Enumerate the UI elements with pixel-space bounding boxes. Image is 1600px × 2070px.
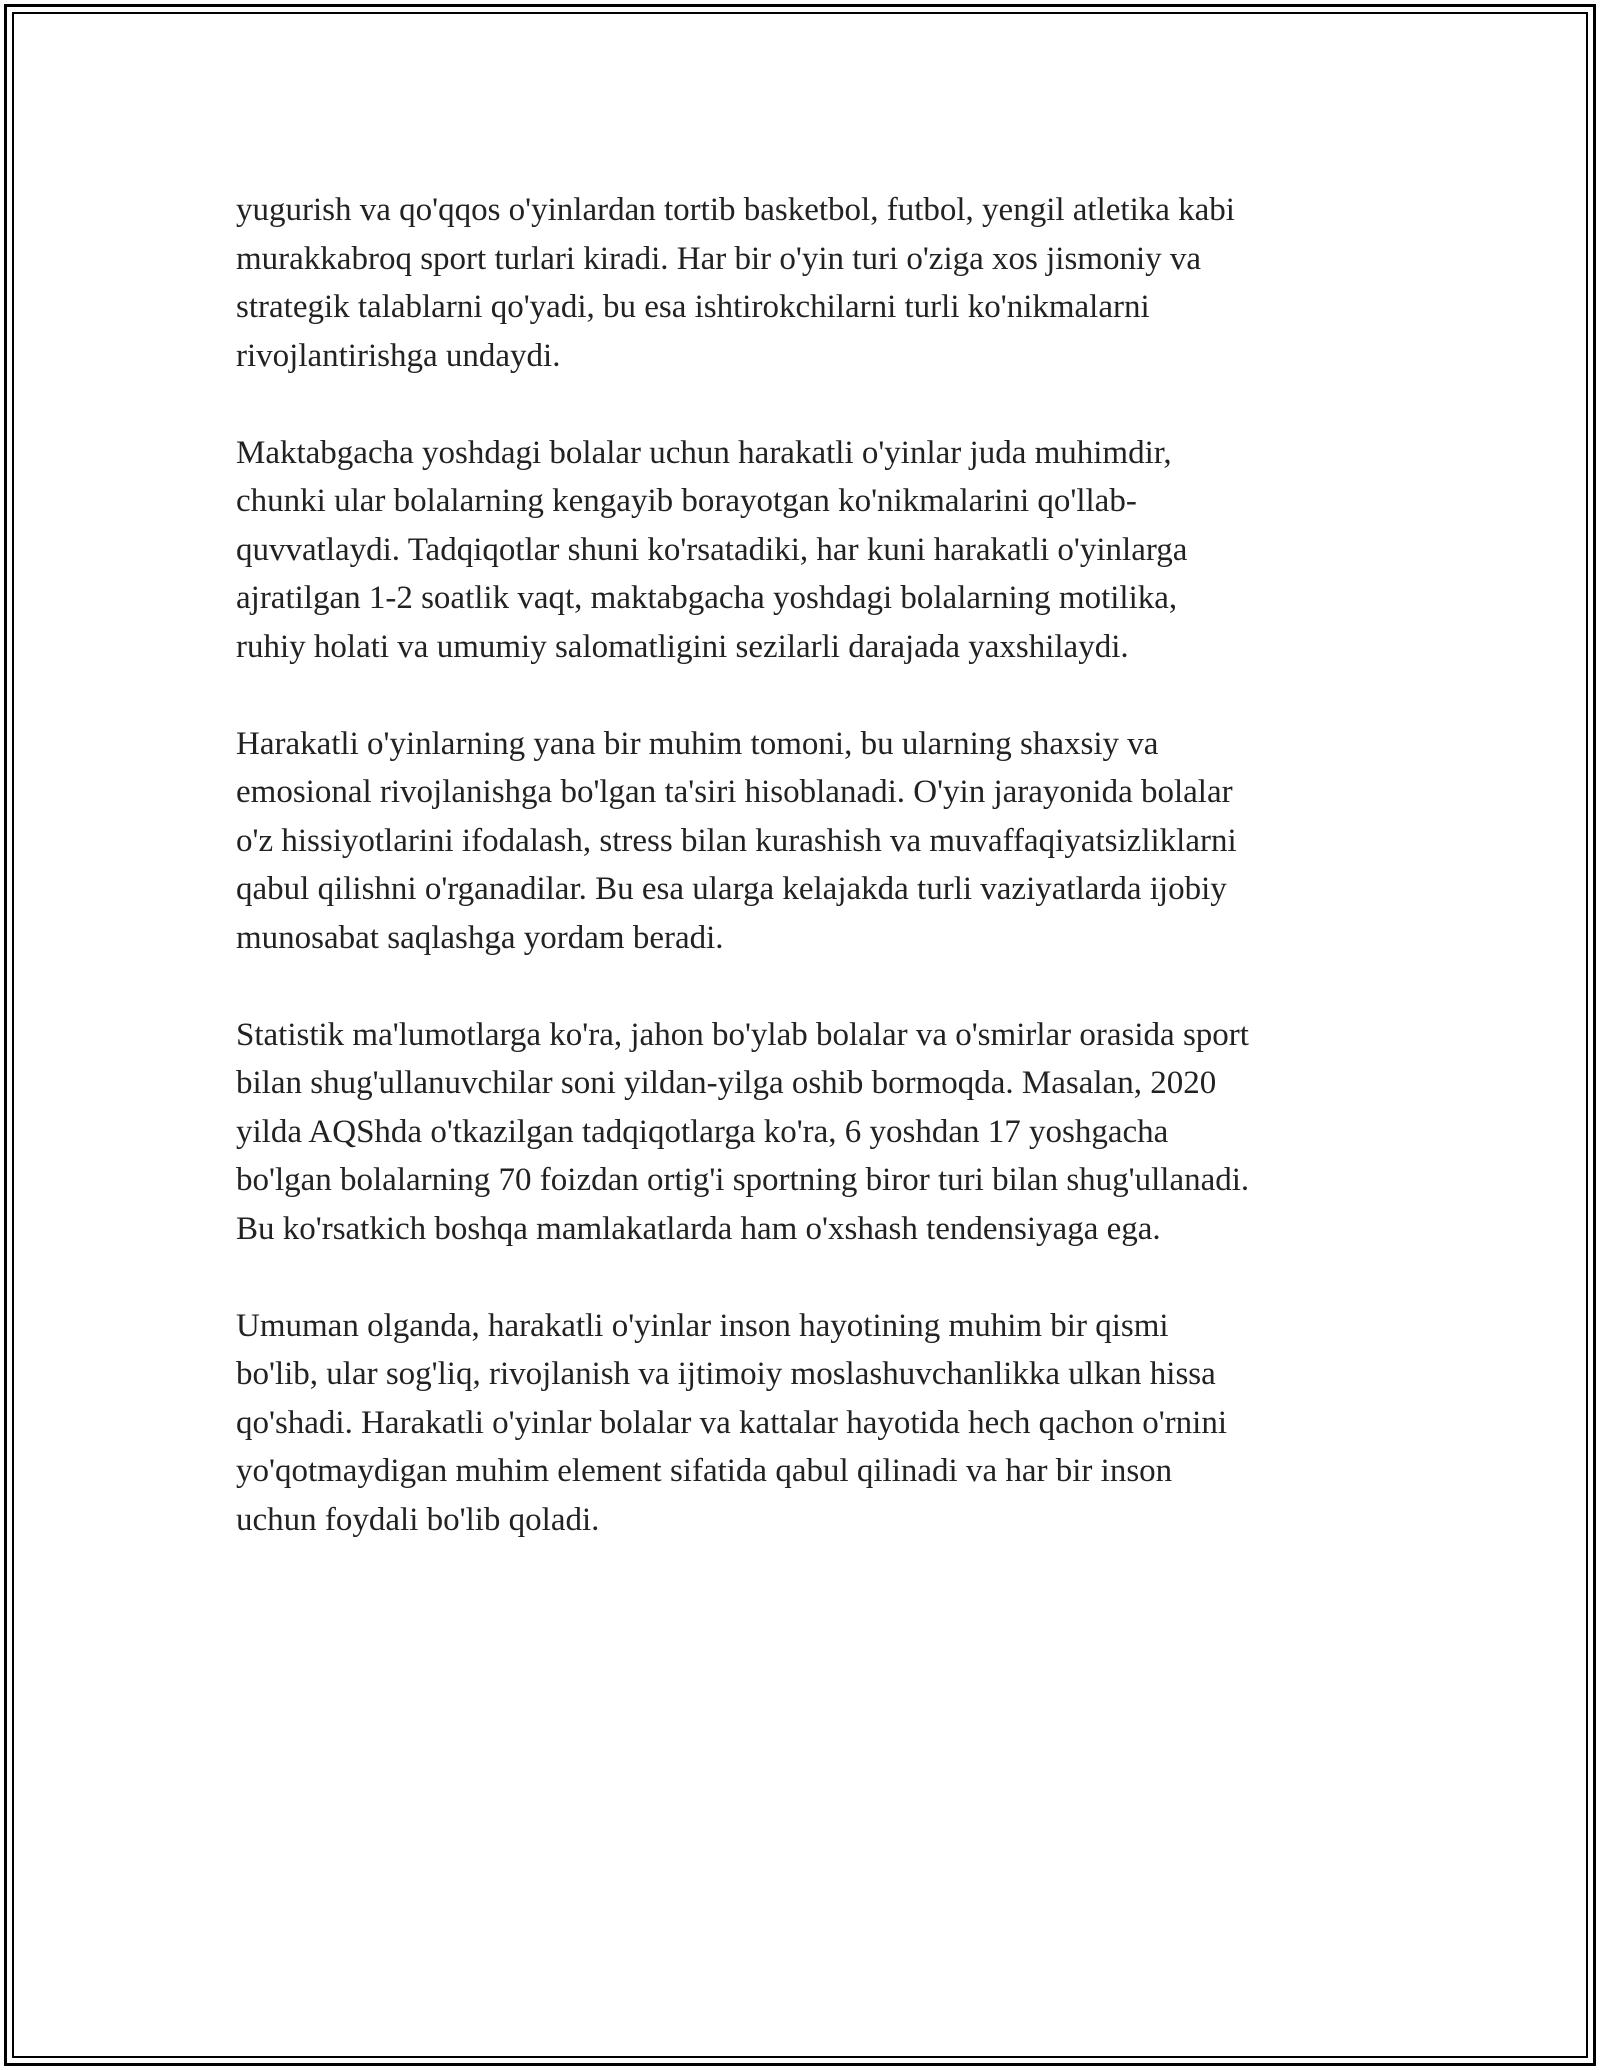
paragraph-statistics: Statistik ma'lumotlarga ko'ra, jahon bo'ylab bolalar va o'smirlar orasida sport bilan shug'ullanuvchilar soni yildan-yilga oshib bormoqda. Masalan, 2020 yilda AQShda o'tkazilgan tadqiqotlarga ko'ra, 6 yoshdan 17 yoshgacha bo'lgan bolalarning 70 foizdan ortig'i sportning biror turi bilan shug'ullanadi. Bu ko'rsatkich boshqa mamlakatlarda ham o'xshash tendensiyaga ega. <box>236 1016 1250 1247</box>
document-body <box>236 186 1386 1593</box>
paragraph-preschool-children: Maktabgacha yoshdagi bolalar uchun harakatli o'yinlar juda muhimdir, chunki ular bolalarning kengayib borayotgan ko'nikmalarini qo'llab- quvvatlaydi. Tadqiqotlar shuni ko'rsatadiki, har kuni harakatli o'yinlarga ajratilgan 1-2 soatlik vaqt, maktabgacha yoshdagi bolalarning motilika, ruhiy holati va umumiy salomatligini sezilarli darajada yaxshilaydi. <box>236 434 1188 665</box>
paragraph-conclusion: Umuman olganda, harakatli o'yinlar inson hayotining muhim bir qismi bo'lib, ular sog'liq, rivojlanish va ijtimoiy moslashuvchanlikka ulkan hissa qo'shadi. Harakatli o'yinlar bolalar va kattalar hayotida hech qachon o'rnini yo'qotmaydigan muhim element sifatida qabul qilinadi va har bir inson uchun foydali bo'lib qoladi. <box>236 1307 1227 1538</box>
paragraph-emotional-development: Harakatli o'yinlarning yana bir muhim tomoni, bu ularning shaxsiy va emosional rivojlanishga bo'lgan ta'siri hisoblanadi. O'yin jarayonida bolalar o'z hissiyotlarini ifodalash, stress bilan kurashish va muvaffaqiyatsizliklarni qabul qilishni o'rganadilar. Bu esa ularga kelajakda turli vaziyatlarda ijobiy munosabat saqlashga yordam beradi. <box>236 725 1237 956</box>
paragraph-sports-types: yugurish va qo'qqos o'yinlardan tortib basketbol, futbol, yengil atletika kabi murakkabroq sport turlari kiradi. Har bir o'yin turi o'ziga xos jismoniy va strategik talablarni qo'yadi, bu esa ishtirokchilarni turli ko'nikmalarni rivojlantirishga undaydi. <box>236 192 1235 374</box>
